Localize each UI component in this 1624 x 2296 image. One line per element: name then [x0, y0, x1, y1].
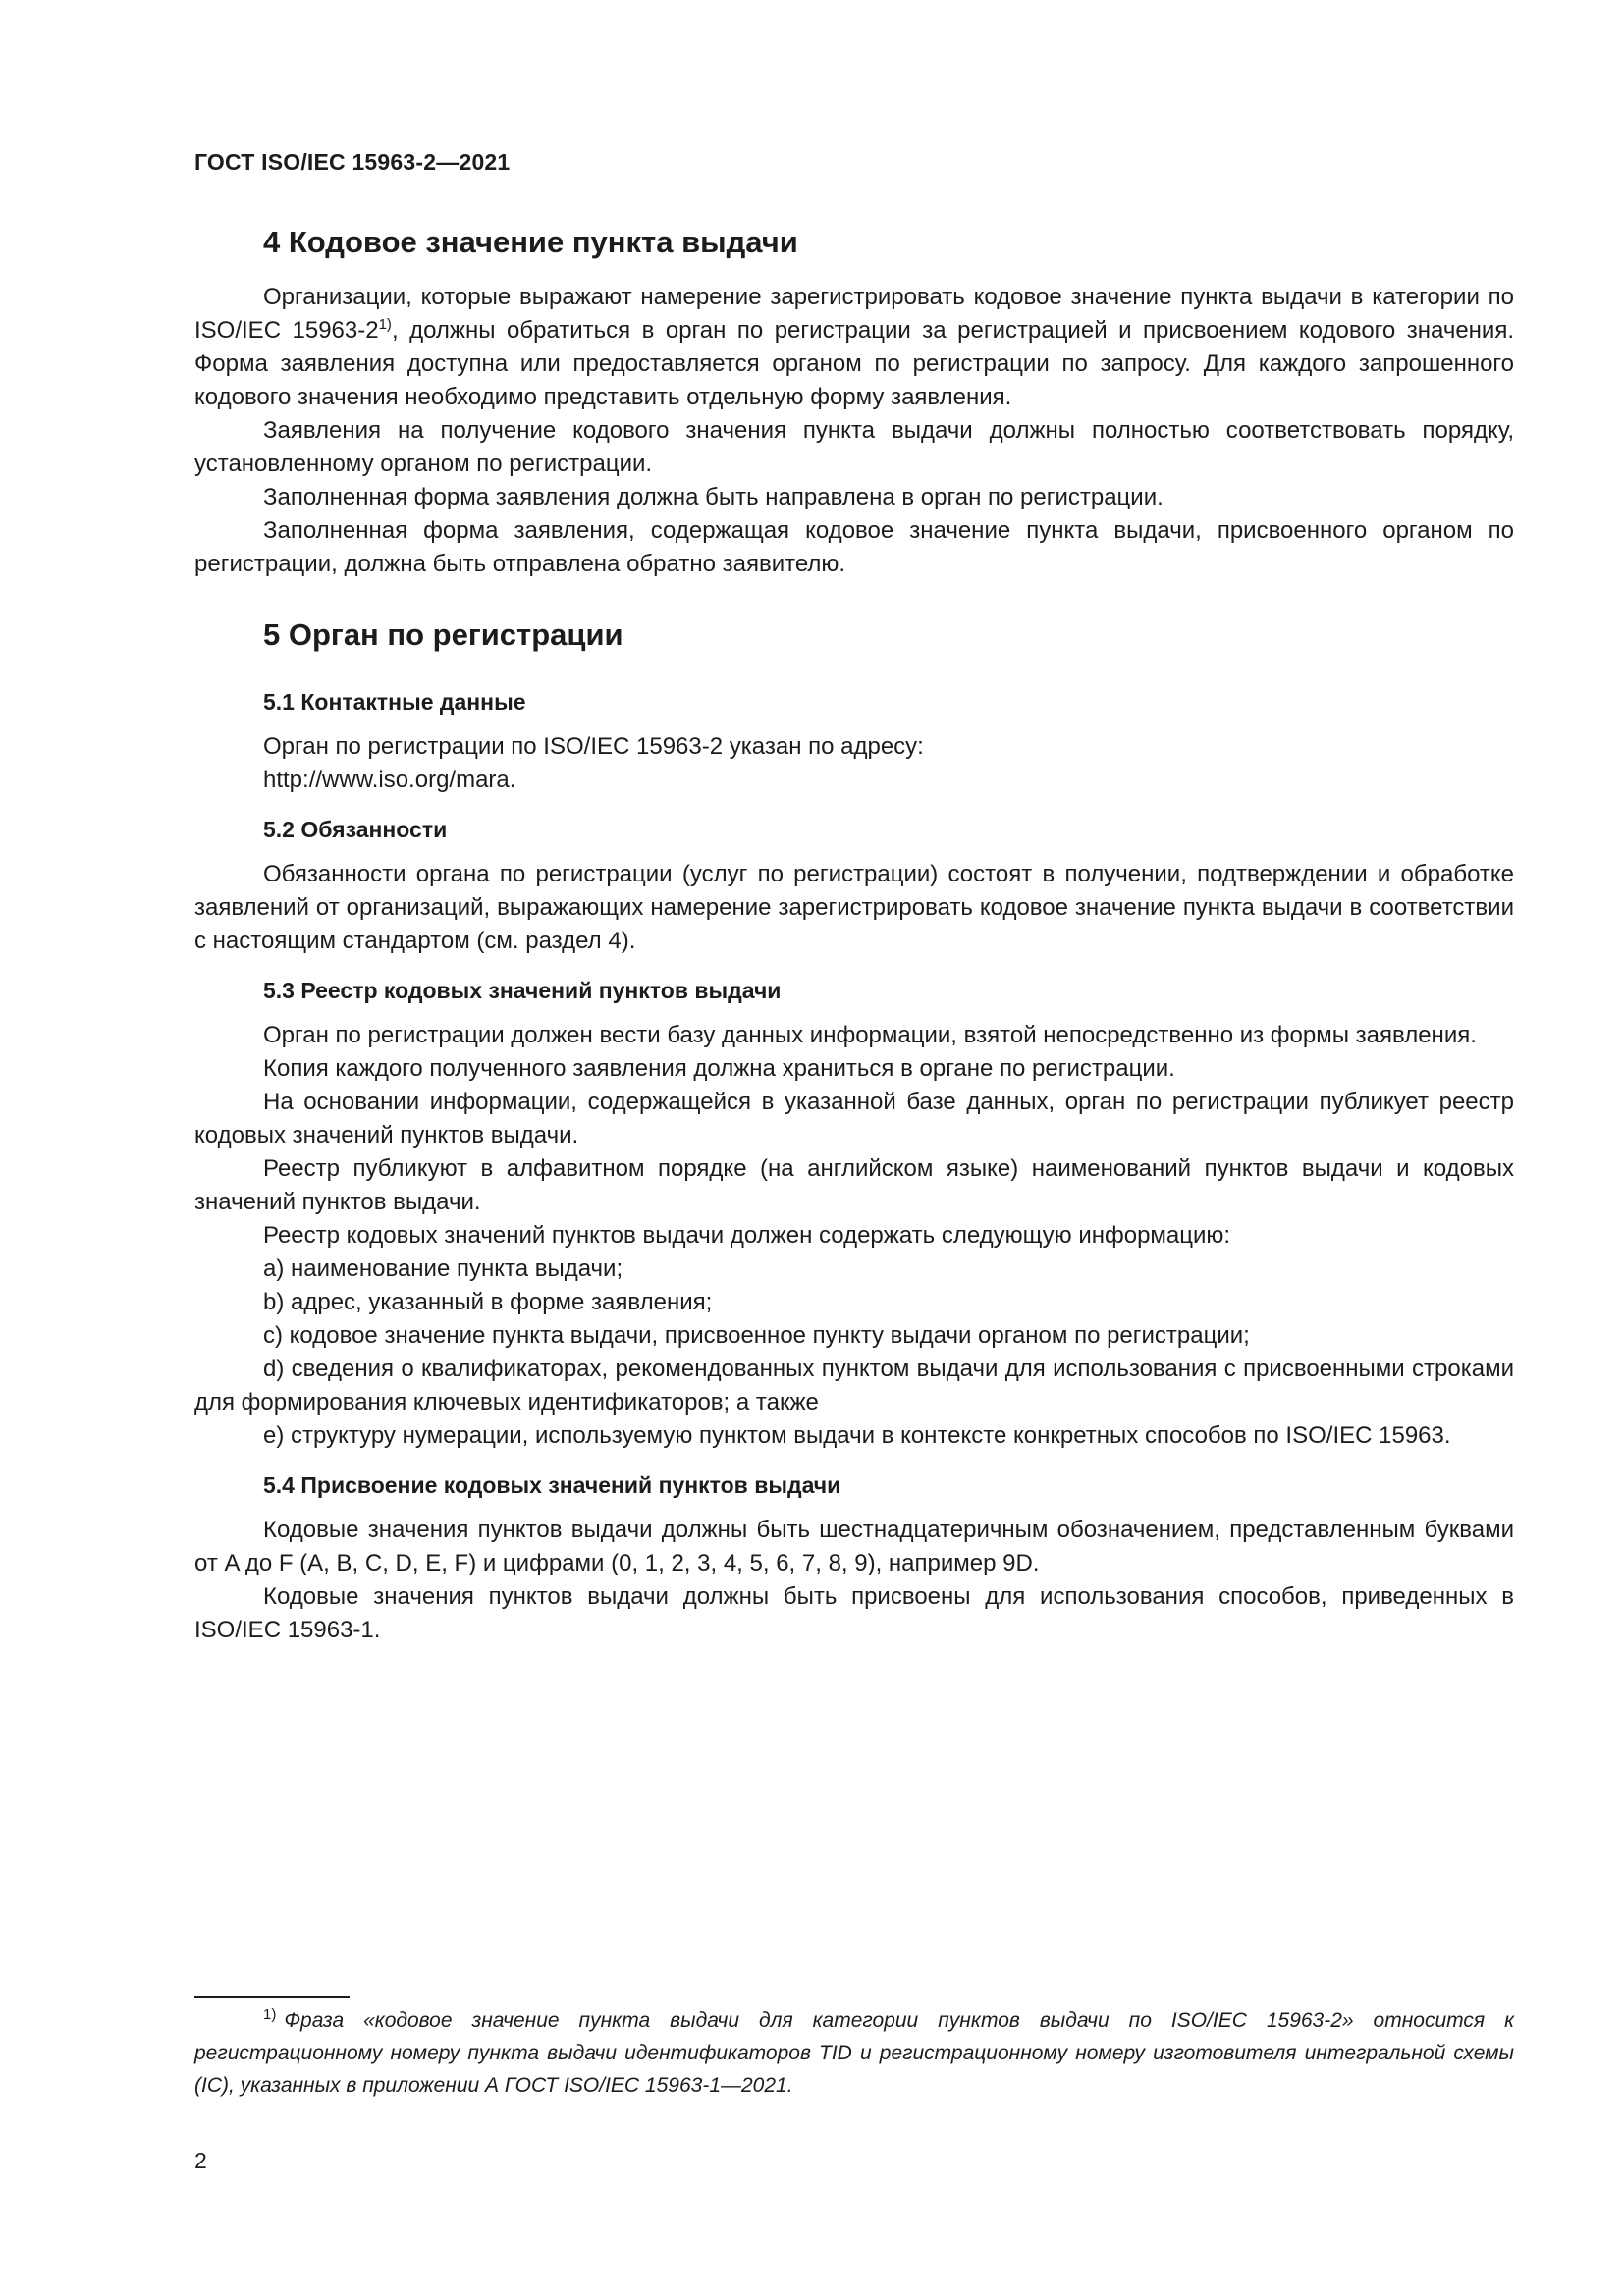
footnote	[194, 2004, 1514, 2102]
subsection-5-4-paragraph-2: Кодовые значения пунктов выдачи должны быть присвоены для использования способов, приведенных в ISO/IEC 15963-1.	[194, 1583, 1514, 1643]
list-item: d) сведения о квалификаторах, рекомендованных пунктом выдачи для использования с присвоенными строками для формирования ключевых идентификаторов; а также	[194, 1356, 1514, 1415]
subsection-5-4-paragraph-1: Кодовые значения пунктов выдачи должны быть шестнадцатеричным обозначением, представленным буквами от A до F (A, B, C, D, E, F) и цифрами (0, 1, 2, 3, 4, 5, 6, 7, 8, 9), например 9D.	[194, 1517, 1514, 1576]
paragraph-text: Организации, которые выражают намерение зарегистрировать кодовое значение пункта выдачи в категории по ISO/IEC 15963-2	[194, 284, 1514, 344]
subsection-5-3-title: 5.3 Реестр кодовых значений пунктов выдачи	[263, 978, 782, 1003]
subsection-5-2-title: 5.2 Обязанности	[263, 817, 448, 842]
subsection-5-4	[194, 1468, 1514, 1647]
section-4-paragraph-4: Заполненная форма заявления, содержащая кодовое значение пункта выдачи, присвоенного органом по регистрации, должна быть отправлена обратно заявителю.	[194, 517, 1514, 577]
section-5-title: 5 Орган по регистрации	[263, 617, 623, 652]
section-4-paragraph-3: Заполненная форма заявления должна быть направлена в орган по регистрации.	[263, 484, 1164, 510]
page-body	[194, 218, 1514, 1647]
list-item: а) наименование пункта выдачи;	[263, 1255, 623, 1282]
subsection-5-1	[194, 685, 1514, 797]
subsection-5-2	[194, 813, 1514, 958]
subsection-5-2-paragraph: Обязанности органа по регистрации (услуг по регистрации) состоят в получении, подтверждении и обработке заявлений от организаций, выражающих намерение зарегистрировать кодовое значение пункта выдачи в соответствии с настоящим стандартом (см. раздел 4).	[194, 861, 1514, 954]
footnote-mark: 1)	[263, 2006, 277, 2023]
footnote-reference[interactable]: 1)	[378, 316, 392, 333]
section-4-title: 4 Кодовое значение пункта выдачи	[263, 225, 798, 259]
subsection-5-3-paragraph: Реестр кодовых значений пунктов выдачи должен содержать следующую информацию:	[263, 1222, 1231, 1249]
subsection-5-4-title: 5.4 Присвоение кодовых значений пунктов выдачи	[263, 1472, 841, 1498]
list-item: e) структуру нумерации, используемую пунктом выдачи в контексте конкретных способов по ISO/IEC 15963.	[263, 1422, 1451, 1449]
section-4-paragraph-1	[194, 281, 1514, 414]
footnote-divider	[194, 1996, 350, 1998]
footnote-text: Фраза «кодовое значение пункта выдачи для категории пунктов выдачи по ISO/IEC 15963-2» относится к регистрационному номеру пункта выдачи идентификаторов TID и регистрационному номеру изготовителя интегральной схемы (IC), указанных в приложении А ГОСТ ISO/IEC 15963-1—2021.	[194, 2009, 1514, 2097]
subsection-5-3	[194, 974, 1514, 1453]
paragraph-text: , должны обратиться в орган по регистрации за регистрацией и присвоением кодового значения. Форма заявления доступна или предоставляется органом по регистрации по запросу. Для каждого запрошенного кодового значения необходимо представить отдельную форму заявления.	[194, 317, 1514, 410]
subsection-5-3-paragraph: Орган по регистрации должен вести базу данных информации, взятой непосредственно из формы заявления.	[263, 1022, 1477, 1048]
section-4-paragraph-2: Заявления на получение кодового значения пункта выдачи должны полностью соответствовать порядку, установленному органом по регистрации.	[194, 417, 1514, 477]
subsection-5-3-paragraph: Копия каждого полученного заявления должна храниться в органе по регистрации.	[263, 1055, 1175, 1082]
list-item: b) адрес, указанный в форме заявления;	[263, 1289, 713, 1315]
section-5	[194, 611, 1514, 1647]
subsection-5-3-paragraph: На основании информации, содержащейся в указанной базе данных, орган по регистрации публикует реестр кодовых значений пунктов выдачи.	[194, 1089, 1514, 1148]
list-item: c) кодовое значение пункта выдачи, присвоенное пункту выдачи органом по регистрации;	[263, 1322, 1250, 1349]
contact-url-link[interactable]: http://www.iso.org/mara.	[263, 767, 516, 793]
contact-text: Орган по регистрации по ISO/IEC 15963-2 указан по адресу:	[263, 733, 924, 760]
running-header: ГОСТ ISO/IEC 15963-2—2021	[194, 149, 511, 175]
subsection-5-1-title: 5.1 Контактные данные	[263, 689, 526, 715]
subsection-5-3-paragraph: Реестр публикуют в алфавитном порядке (на английском языке) наименований пунктов выдачи и кодовых значений пунктов выдачи.	[194, 1155, 1514, 1215]
page-number: 2	[194, 2148, 207, 2173]
section-4	[194, 218, 1514, 581]
